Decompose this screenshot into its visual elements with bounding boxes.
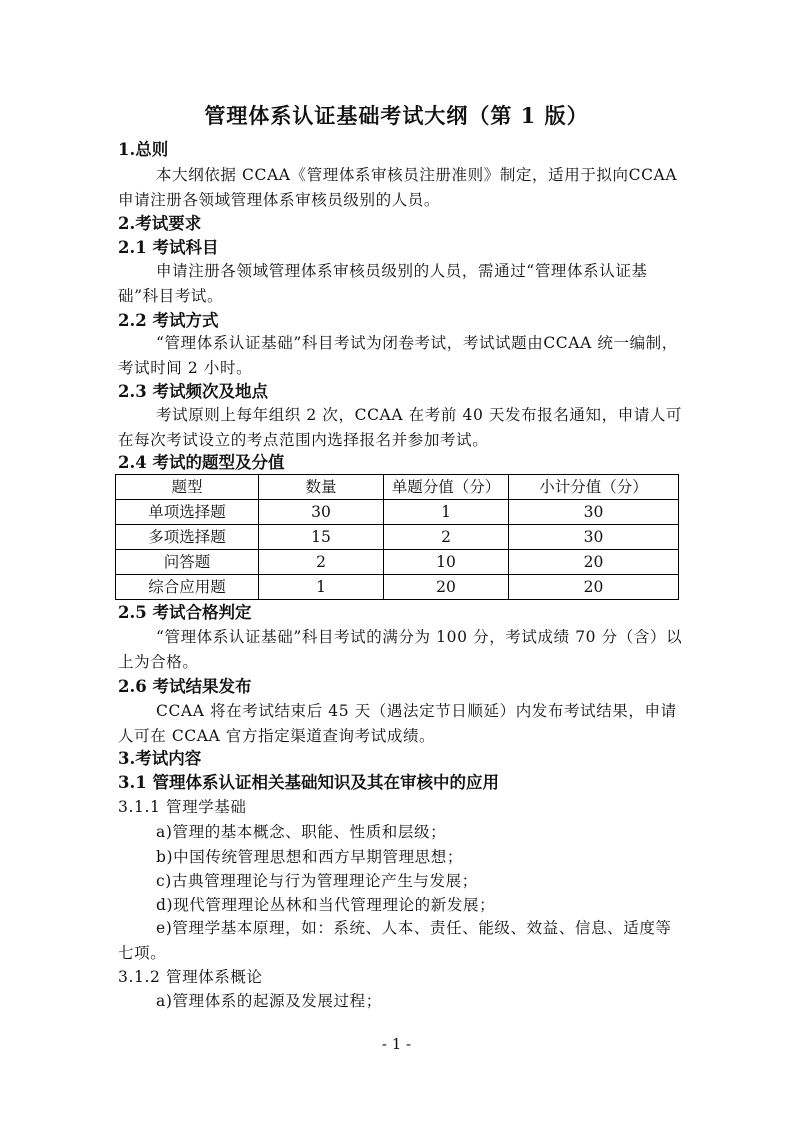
table-cell: 2: [259, 550, 384, 575]
section-2-2-heading: 2.2 考试方式: [118, 311, 219, 330]
table-cell: 1: [259, 575, 384, 600]
section-3-1-2-heading: 3.1.2 管理体系概论: [118, 968, 263, 986]
table-cell: 单项选择题: [116, 500, 259, 525]
list-item: b)中国传统管理思想和西方早期管理思想；: [156, 848, 463, 866]
table-row: [116, 550, 679, 575]
section-2-3-heading: 2.3 考试频次及地点: [118, 382, 268, 401]
section-2-6-heading: 2.6 考试结果发布: [118, 677, 252, 696]
table-cell: 20: [509, 550, 679, 575]
table-header-cell: 题型: [116, 475, 259, 500]
list-item: e)管理学基本原理，如：系统、人本、责任、能级、效益、信息、适度等七项。: [118, 919, 672, 962]
table-cell: 问答题: [116, 550, 259, 575]
table-row: [116, 525, 679, 550]
section-2-1-text: 申请注册各领域管理体系审核员级别的人员，需通过“管理体系认证基础”科目考试。: [118, 262, 648, 305]
section-2-6-text: CCAA 将在考试结束后 45 天（遇法定节日顺延）内发布考试结果，申请人可在 CCAA 官方指定渠道查询考试成绩。: [118, 702, 677, 745]
table-header-cell: 小计分值（分）: [509, 475, 679, 500]
page-title: 管理体系认证基础考试大纲（第 1 版）: [204, 103, 589, 128]
table-cell: 30: [259, 500, 384, 525]
table-header-cell: 单题分值（分）: [384, 475, 509, 500]
table-cell: 20: [384, 575, 509, 600]
section-2-2-text: “管理体系认证基础”科目考试为闭卷考试，考试试题由CCAA 统一编制，考试时间 2 小时。: [118, 334, 678, 377]
section-2-3-text: 考试原则上每年组织 2 次，CCAA 在考前 40 天发布报名通知，申请人可在每次考试设立的考点范围内选择报名并参加考试。: [118, 406, 683, 449]
section-2-5-heading: 2.5 考试合格判定: [118, 603, 252, 622]
table-cell: 20: [509, 575, 679, 600]
section-1-heading: 1.总则: [118, 140, 169, 159]
section-3-1-1-heading: 3.1.1 管理学基础: [118, 798, 247, 816]
list-item: a)管理的基本概念、职能、性质和层级；: [156, 823, 447, 841]
table-cell: 2: [384, 525, 509, 550]
page-number: - 1 -: [381, 1035, 412, 1053]
section-3-1-heading: 3.1 管理体系认证相关基础知识及其在审核中的应用: [118, 773, 499, 792]
section-3-heading: 3.考试内容: [118, 749, 202, 768]
table-cell: 30: [509, 525, 679, 550]
section-1-text: 本大纲依据 CCAA《管理体系审核员注册准则》制定，适用于拟向CCAA 申请注册各领域管理体系审核员级别的人员。: [118, 166, 678, 209]
list-item: d)现代管理理论丛林和当代管理理论的新发展；: [156, 896, 496, 914]
table-cell: 多项选择题: [116, 525, 259, 550]
section-2-1-heading: 2.1 考试科目: [118, 238, 219, 257]
table-row: [116, 575, 679, 600]
table-header-cell: 数量: [259, 475, 384, 500]
list-item: c)古典管理理论与行为管理理论产生与发展；: [156, 872, 478, 890]
list-item: a)管理体系的起源及发展过程；: [156, 992, 382, 1010]
section-2-4-heading: 2.4 考试的题型及分值: [118, 453, 285, 472]
table-row: [116, 500, 679, 525]
table-cell: 综合应用题: [116, 575, 259, 600]
section-2-heading: 2.考试要求: [118, 214, 202, 233]
table-cell: 1: [384, 500, 509, 525]
section-2-5-text: “管理体系认证基础”科目考试的满分为 100 分，考试成绩 70 分（含）以上为合格。: [118, 628, 683, 671]
table-cell: 10: [384, 550, 509, 575]
table-cell: 15: [259, 525, 384, 550]
table-cell: 30: [509, 500, 679, 525]
score-table: [115, 474, 679, 600]
table-header-row: [116, 475, 679, 500]
